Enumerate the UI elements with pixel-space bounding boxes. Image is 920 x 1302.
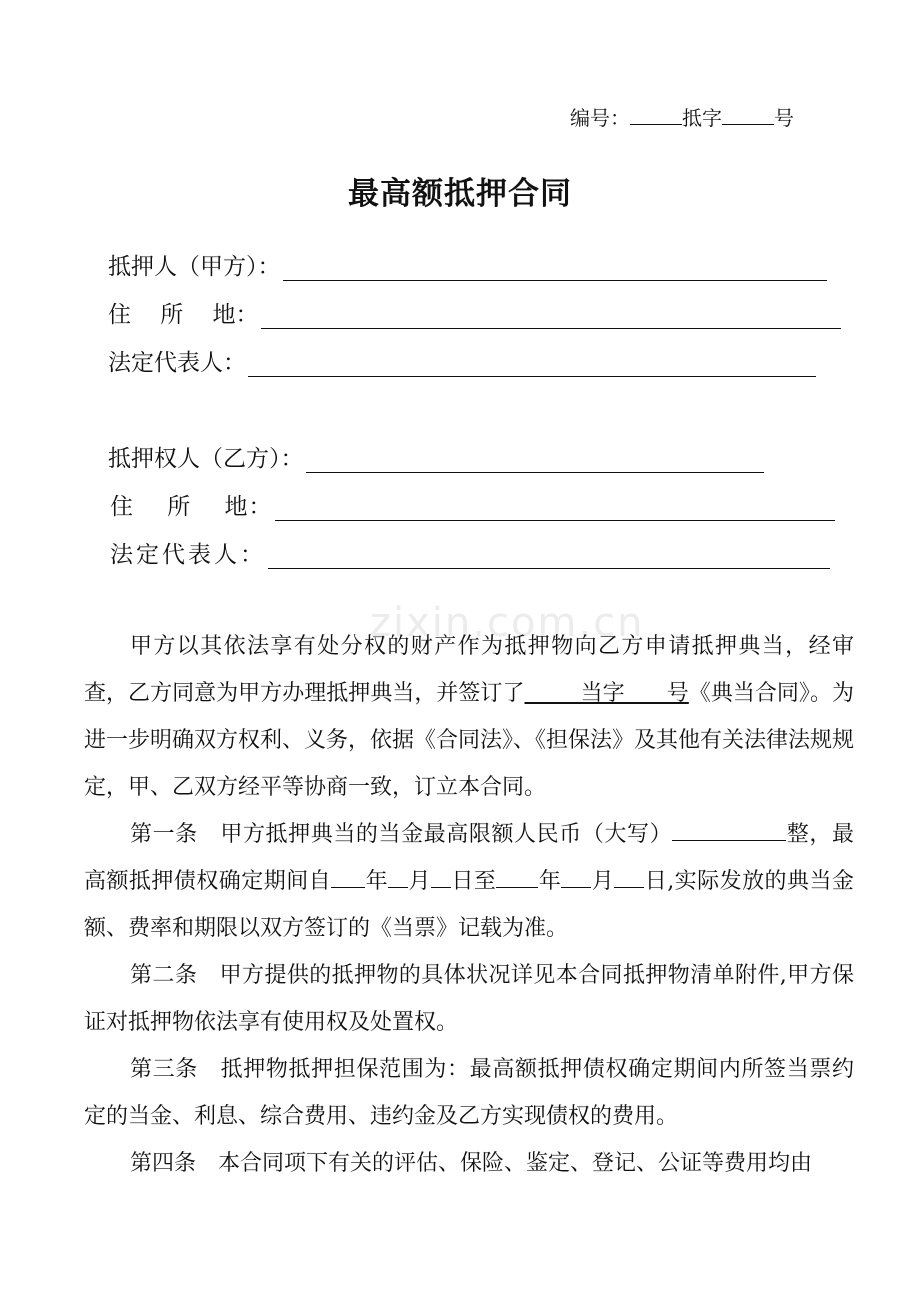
contract-number-mid: 抵字: [682, 106, 722, 130]
document-title: 最高额抵押合同: [348, 176, 572, 212]
contract-number: [570, 102, 794, 131]
start-month-label: 月: [408, 869, 431, 894]
end-day-blank: [614, 865, 644, 888]
end-month-label: 月: [591, 869, 615, 894]
start-day-blank: [431, 865, 451, 888]
article-1-text-1: 第一条 甲方抵押典当的当金最高限额人民币（大写）: [130, 822, 673, 847]
party-b-rep-label: 法定代表人：: [110, 542, 266, 568]
party-b-address-label: 住 所 地：: [110, 494, 273, 520]
article-1: [84, 811, 854, 952]
watermark: zixin.com.cn: [370, 600, 645, 646]
party-a-name-label: 抵押人（甲方）：: [108, 254, 281, 280]
party-b-address-line: [275, 496, 835, 521]
article-2: 第二条 甲方提供的抵押物的具体状况详见本合同抵押物清单附件,甲方保证对抵押物依法享有使用权及处置权。: [84, 963, 854, 1035]
intro-text-1: 甲方以其依法享有处分权的财产作为抵押物向乙方申请抵押典当，经审查，乙方同意为甲方办理抵押典当，并签订了: [84, 634, 854, 706]
intro-paragraph: [84, 623, 854, 811]
party-a-rep-line: [248, 352, 816, 377]
party-a-address-line: [261, 304, 841, 329]
end-month-blank: [561, 865, 591, 888]
number-blank-2: [722, 104, 774, 125]
party-a-address-label: 住 所 地：: [108, 302, 259, 328]
article-3: 第三条 抵押物抵押担保范围为：最高额抵押债权确定期间内所签当票约定的当金、利息、综合费用、违约金及乙方实现债权的费用。: [84, 1057, 854, 1129]
contract-number-end: 号: [774, 106, 794, 130]
end-year-label: 年: [538, 869, 562, 894]
party-b-name-line: [306, 448, 764, 473]
party-b-rep-row: [110, 536, 830, 569]
party-a-rep-row: [108, 344, 816, 377]
number-blank-1: [630, 104, 682, 125]
party-b-name-row: [108, 440, 764, 473]
party-b-rep-line: [268, 544, 830, 569]
amount-blank: [672, 818, 786, 841]
contract-number-label: 编号：: [570, 106, 630, 130]
party-a-rep-label: 法定代表人：: [108, 350, 246, 376]
party-a-name-row: [108, 248, 827, 281]
article-1-text-3: 日,实际发放的典当金额、费率和期限以双方签订的《当票》记载为准。: [84, 869, 854, 941]
article-4: 第四条 本合同项下有关的评估、保险、鉴定、登记、公证等费用均由: [130, 1151, 813, 1176]
start-month-blank: [388, 865, 408, 888]
start-day-label: 日至: [451, 869, 497, 894]
intro-text-2: 《典当合同》。为进一步明确双方权利、义务，依据《合同法》、《担保法》及其他有关法律法规规定，甲、乙双方经平等协商一致，订立本合同。: [84, 681, 855, 800]
pawn-contract-ref: 当字 号: [524, 681, 689, 706]
contract-body: [84, 623, 854, 1187]
party-b-address-row: [110, 488, 835, 521]
party-a-address-row: [108, 296, 841, 329]
start-year-label: 年: [365, 869, 389, 894]
party-a-name-line: [283, 256, 827, 281]
end-year-blank: [496, 865, 538, 888]
article-1-text-2: 整，最高额抵押债权确定期间自: [84, 822, 854, 894]
start-year-blank: [331, 865, 365, 888]
party-b-name-label: 抵押权人（乙方）：: [108, 446, 304, 472]
